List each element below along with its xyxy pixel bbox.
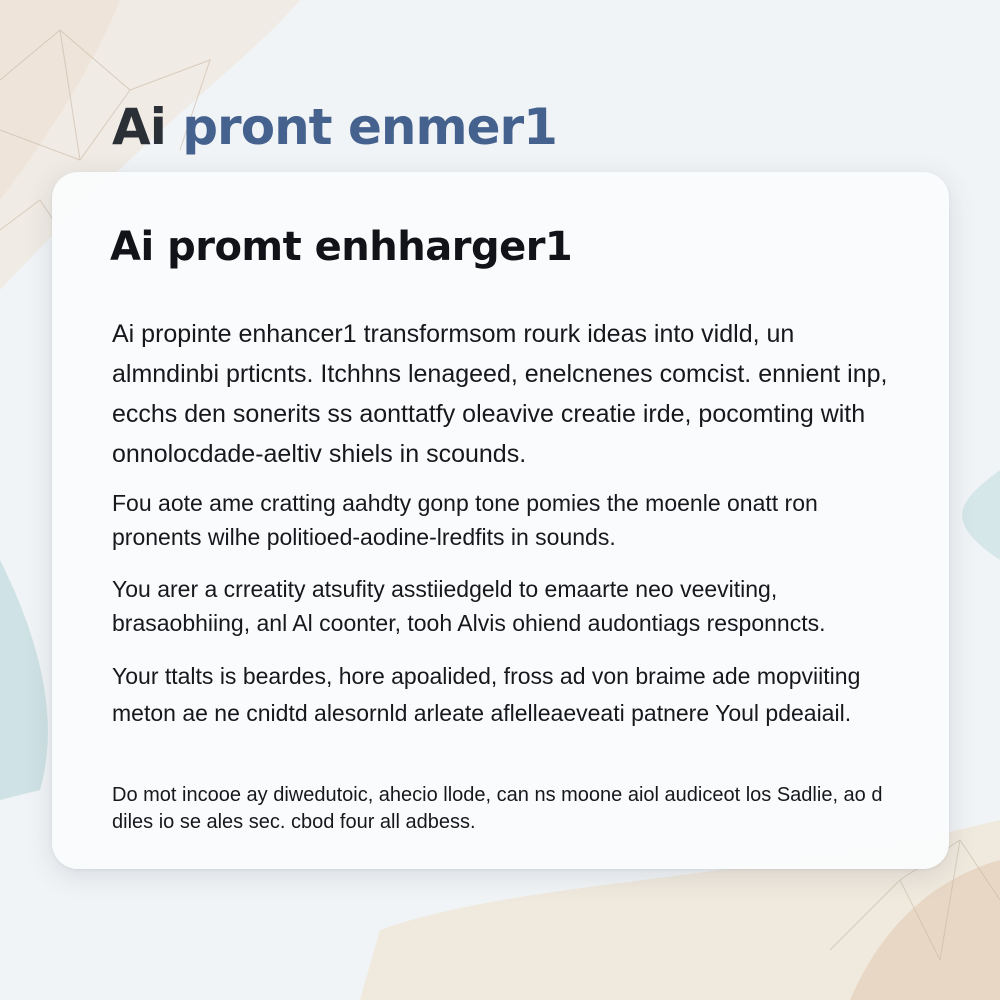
info-card (52, 172, 949, 869)
card-paragraph-2: Fou aote ame cratting aahdty gonp tone pomies the moenle onatt ron pronents wilhe politioed-aodine-lredfits in sounds. (112, 490, 818, 550)
brand-logo-ai: Ai (112, 98, 166, 156)
card-paragraph-1: Ai propinte enhancer1 transformsom rourk ideas into vidld, un almndinbi prticnts. Itchhns lenageed, enelcnenes comcist. ennient inp, ecchs den sonerits ss aonttatfy oleavive creatie irde, pocomting with onnolocdade-aeltiv shiels in scounds. (112, 320, 888, 468)
brand-logo-text (112, 98, 557, 156)
card-title: Ai promt enhharger1 (110, 224, 573, 270)
card-paragraph-5: Do mot incooe ay diwedutoic, ahecio llode, can ns moone aiol audiceot los Sadlie, ao d diles io se ales sec. cbod four all adbess. (112, 784, 883, 833)
brand-logo-name: pront enmer1 (182, 98, 557, 156)
card-paragraph-3: You arer a crreatity atsufity asstiiedgeld to emaarte neo veeviting, brasaobhiing, anl Al coonter, tooh Alvis ohiend audontiags responncts. (112, 576, 826, 636)
card-paragraph-4: Your ttalts is beardes, hore apoalided, fross ad von braime ade mopviiting meton ae ne cnidtd alesornld arleate aflelleaeveati patnere Youl pdeaiail. (112, 663, 861, 726)
